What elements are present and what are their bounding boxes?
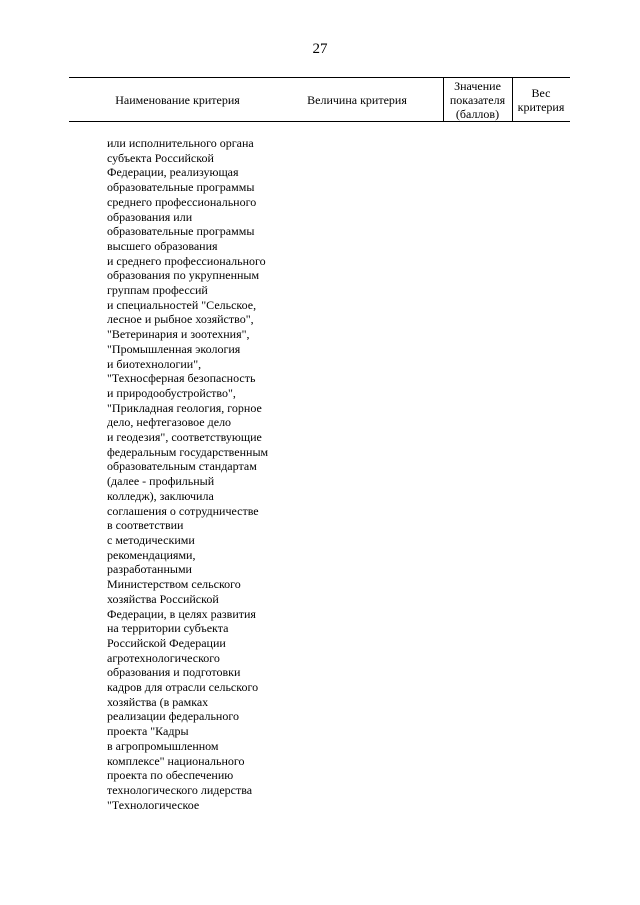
text-line: в агропромышленном [107, 738, 219, 753]
text-line: и биотехнологии", [107, 356, 202, 371]
text-line: реализации федерального [107, 709, 239, 724]
text-line: "Технологическое [107, 797, 200, 812]
page-number: 27 [312, 41, 328, 57]
text-line: образования и подготовки [107, 665, 241, 680]
text-line: высшего образования [107, 238, 218, 253]
text-line: федеральным государственным [107, 444, 269, 459]
text-line: "Промышленная экология [107, 341, 241, 356]
text-line: кадров для отрасли сельского [107, 680, 259, 695]
header-criterion-value-text: Величина критерия [307, 92, 407, 107]
header-criterion-weight [512, 78, 570, 121]
text-line: субъекта Российской [107, 150, 214, 165]
text-line: разработанными [107, 562, 192, 577]
table-header-bottom-rule [69, 121, 570, 122]
text-line: "Ветеринария и зоотехния", [107, 327, 250, 342]
header-criterion-value [283, 78, 431, 121]
text-line: среднего профессионального [107, 194, 257, 209]
text-line: колледж), заключила [107, 488, 214, 503]
text-line: образовательным стандартам [107, 459, 257, 474]
text-line: образования или [107, 209, 193, 224]
text-line: или исполнительного органа [107, 136, 254, 150]
text-line: образовательные программы [107, 224, 255, 239]
text-line: образования по укрупненным [107, 268, 260, 283]
header-weight-line: Вес [531, 85, 551, 100]
text-line: и специальностей "Сельское, [107, 297, 257, 312]
text-line: рекомендациями, [107, 547, 196, 562]
text-line: Министерством сельского [107, 577, 241, 592]
header-indicator-score [443, 78, 512, 121]
text-line: "Техносферная безопасность [107, 371, 256, 386]
text-line: хозяйства (в рамках [107, 694, 209, 709]
text-line: Российской Федерации [107, 635, 226, 650]
text-line: образовательные программы [107, 180, 255, 195]
text-line: хозяйства Российской [107, 591, 219, 606]
text-line: и природообустройство", [107, 385, 236, 400]
text-line: "Прикладная геология, горное [107, 400, 262, 415]
text-line: (далее - профильный [107, 474, 215, 489]
header-score-line: Значение [454, 78, 501, 93]
text-line: комплексе" национального [107, 753, 245, 768]
header-criterion-weight-text [518, 86, 565, 114]
text-line: лесное и рыбное хозяйство", [107, 312, 254, 327]
text-line: агротехнологического [107, 650, 220, 665]
header-criterion-name [90, 78, 265, 121]
text-line: Федерации, в целях развития [107, 606, 256, 621]
criterion-description [107, 136, 307, 812]
text-line: с методическими [107, 532, 195, 547]
header-indicator-score-text [450, 79, 505, 121]
text-line: в соответствии [107, 518, 184, 533]
header-score-line: (баллов) [455, 106, 500, 121]
text-line: проекта по обеспечению [107, 768, 234, 783]
text-line: технологического лидерства [107, 782, 253, 797]
text-line: на территории субъекта [107, 621, 229, 636]
text-line: проекта "Кадры [107, 724, 189, 739]
text-line: Федерации, реализующая [107, 165, 239, 180]
text-line: соглашения о сотрудничестве [107, 503, 259, 518]
text-line: дело, нефтегазовое дело [107, 415, 232, 430]
header-score-line: показателя [449, 92, 506, 107]
header-weight-line: критерия [517, 99, 565, 114]
header-criterion-name-text: Наименование критерия [115, 92, 240, 107]
text-line: и геодезия", соответствующие [107, 430, 262, 445]
text-line: и среднего профессионального [107, 253, 266, 268]
text-line: группам профессий [107, 283, 208, 298]
